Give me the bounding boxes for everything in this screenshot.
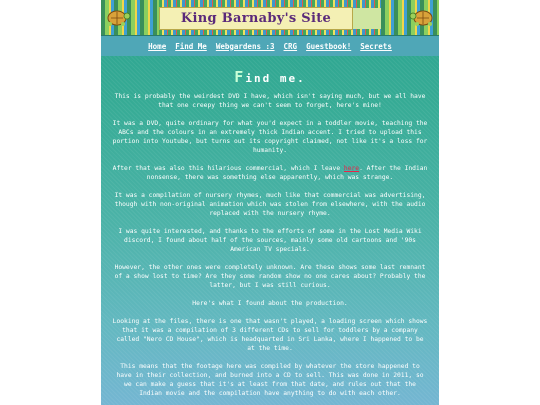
site-title-plate: [159, 7, 353, 30]
nav-link-secrets[interactable]: Secrets: [360, 41, 392, 51]
site-title: King Barnaby's Site: [180, 11, 332, 26]
page-container: [101, 0, 439, 405]
article-paragraph: It was a compilation of nursery rhymes, much like that commercial was advertising, though with non-original animation which was stolen from elsewhere, with the audio replaced with the nursery rhyme.: [114, 192, 426, 217]
page-title: [111, 68, 429, 86]
paragraph-text: . After the Indian nonsense, there was something else apparently, which was strange.: [146, 165, 428, 181]
nav-link-home[interactable]: Home: [148, 41, 167, 51]
nav-link-find-me[interactable]: Find Me: [175, 41, 207, 51]
main-nav: [101, 36, 439, 56]
article-paragraph: Looking at the files, there is one that wasn't played, a loading screen which shows that it was a compilation of 3 different CDs to sell for toddlers by a company called "Nero CD House", which is headquarted in Sri Lanka, where I happened to be at the time.: [112, 318, 428, 352]
page-title-initial: F: [234, 68, 246, 86]
nav-link-webgardens[interactable]: Webgardens :3: [215, 41, 275, 51]
article-paragraph: I was quite interested, and thanks to the efforts of some in the Lost Media Wiki discord, I found about half of the sources, mainly some old cartoons and '90s American TV specials.: [118, 228, 422, 253]
article-content: [101, 56, 439, 398]
paragraph-text: After that was also this hilarious commercial, which I leave: [112, 165, 344, 172]
nav-link-crg[interactable]: CRG: [283, 41, 298, 51]
page-title-rest: ind me.: [245, 72, 306, 85]
article-paragraph: This means that the footage here was compiled by whatever the store happened to have in their collection, and burned into a CD to sell. This was done in 2011, so we can make a guess that it's at least from that date, and rules out that the Indian movie and the compilation have anything to do with each other.: [116, 363, 424, 397]
turtle-icon: [105, 6, 131, 28]
article-paragraph: Here's what I found about the production.: [192, 300, 348, 307]
nav-link-guestbook[interactable]: Guestbook!: [306, 41, 352, 51]
commercial-link[interactable]: here: [343, 165, 360, 172]
article-paragraph: [111, 164, 429, 182]
article-paragraph: However, the other ones were completely unknown. Are these shows some last remnant of a show lost to time? Are they some random show no one cares about? Probably the latter, but I was still curious.: [114, 264, 426, 289]
site-banner: [101, 0, 439, 36]
article-paragraph: It was a DVD, quite ordinary for what you'd expect in a toddler movie, teaching the ABCs and the colours in an extremely thick Indian accent. I tried to upload this portion into Youtube, but turns out its copyright claimed, not like it's a loss for humanity.: [112, 120, 428, 154]
turtle-icon: [409, 6, 435, 28]
article-paragraph: This is probably the weirdest DVD I have, which isn't saying much, but we all have that one creepy thing we can't seem to forget, here's mine!: [114, 93, 426, 109]
